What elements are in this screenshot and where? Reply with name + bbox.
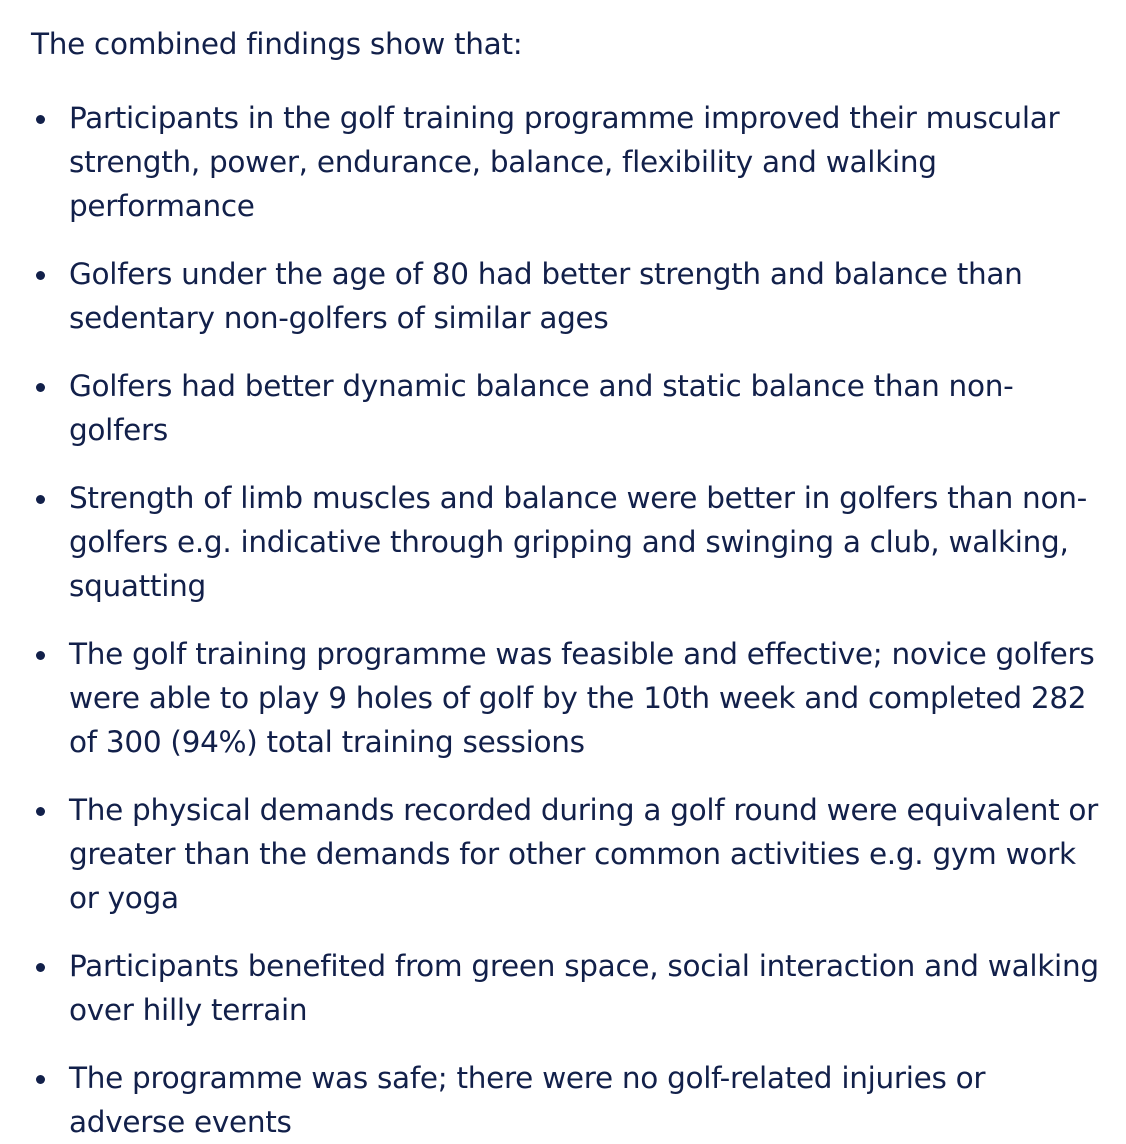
list-item: Participants benefited from green space, social interaction and walking over hilly terrain (31, 944, 1110, 1032)
list-item: The physical demands recorded during a golf round were equivalent or greater than the demands for other common activities e.g. gym work or yoga (31, 788, 1110, 920)
findings-list (31, 96, 1110, 1144)
list-item: Participants in the golf training programme improved their muscular strength, power, endurance, balance, flexibility and walking performance (31, 96, 1110, 228)
list-item: Golfers under the age of 80 had better strength and balance than sedentary non-golfers of similar ages (31, 252, 1110, 340)
list-item: Golfers had better dynamic balance and static balance than non-golfers (31, 364, 1110, 452)
list-item: The golf training programme was feasible and effective; novice golfers were able to play 9 holes of golf by the 10th week and completed 282 of 300 (94%) total training sessions (31, 632, 1110, 764)
list-item: The programme was safe; there were no golf-related injuries or adverse events (31, 1056, 1110, 1144)
intro-text: The combined findings show that: (31, 27, 523, 61)
list-item: Strength of limb muscles and balance were better in golfers than non-golfers e.g. indicative through gripping and swinging a club, walking, squatting (31, 476, 1110, 608)
